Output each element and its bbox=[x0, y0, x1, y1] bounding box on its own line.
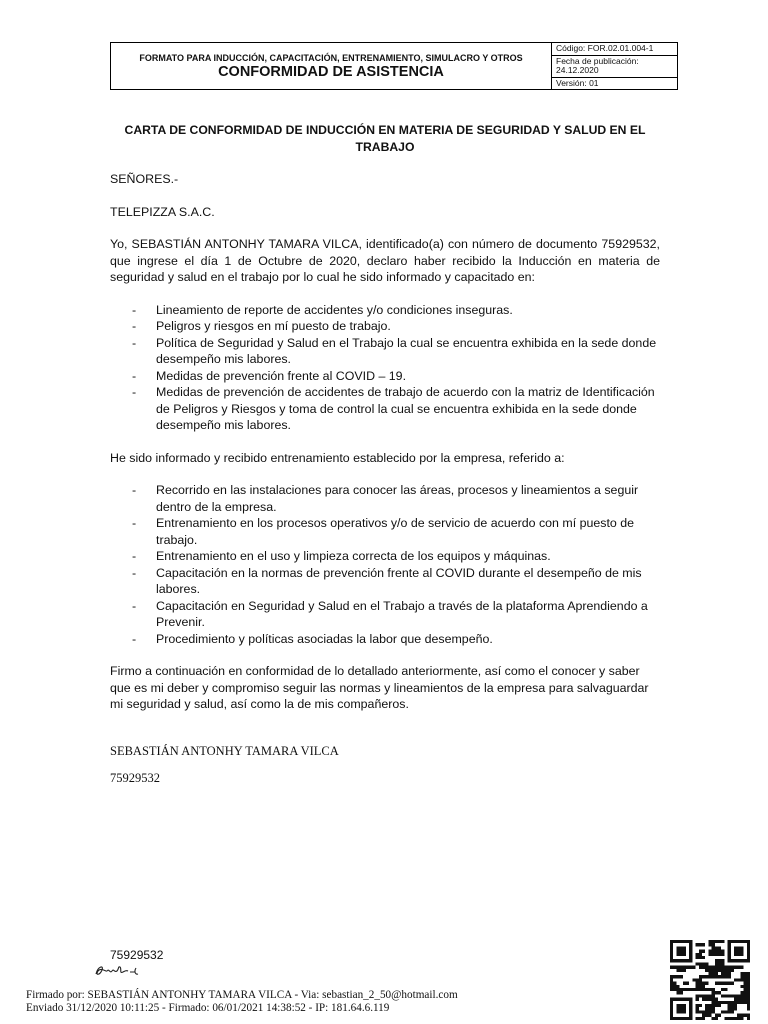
publication-date: Fecha de publicación: 24.12.2020 bbox=[552, 56, 677, 78]
list-item: - Procedimiento y políticas asociadas la labor que desempeño. bbox=[110, 631, 660, 648]
letter-title: CARTA DE CONFORMIDAD DE INDUCCIÓN EN MATERIA DE SEGURIDAD Y SALUD EN EL TRABAJO bbox=[124, 123, 646, 154]
closing-paragraph: Firmo a continuación en conformidad de lo detallado anteriormente, así como el conocer y saber que es mi deber y compromiso seguir las normas y lineamientos de la empresa para salvaguardar mi seguridad y salud, así como la de mis compañeros. bbox=[110, 664, 649, 711]
salutation: SEÑORES.- bbox=[110, 172, 179, 186]
induction-list bbox=[110, 302, 660, 434]
list-item: - Medidas de prevención frente al COVID – 19. bbox=[110, 368, 660, 385]
document-header bbox=[110, 42, 678, 90]
list-item: - Recorrido en las instalaciones para conocer las áreas, procesos y lineamientos a seguir dentro de la empresa. bbox=[110, 482, 660, 515]
list-item: - Lineamiento de reporte de accidentes y/o condiciones inseguras. bbox=[110, 302, 660, 319]
stamp-document-number: 75929532 bbox=[110, 948, 164, 962]
format-line: FORMATO PARA INDUCCIÓN, CAPACITACIÓN, ENTRENAMIENTO, SIMULACRO Y OTROS bbox=[139, 52, 523, 63]
form-title: CONFORMIDAD DE ASISTENCIA bbox=[218, 63, 444, 80]
list-item: - Entrenamiento en los procesos operativos y/o de servicio de acuerdo con mí puesto de trabajo. bbox=[110, 515, 660, 548]
training-list bbox=[110, 482, 660, 647]
sent-signed-line: Enviado 31/12/2020 10:11:25 - Firmado: 06/01/2021 14:38:52 - IP: 181.64.6.119 bbox=[26, 1002, 390, 1014]
qr-code-icon bbox=[670, 940, 750, 1020]
list-item: - Medidas de prevención de accidentes de trabajo de acuerdo con la matriz de Identificación de Peligros y Riesgos y toma de control la cual se encuentra exhibida en la sede donde desempeño mis labores. bbox=[110, 384, 660, 434]
list-item: - Capacitación en la normas de prevención frente al COVID durante el desempeño de mis labores. bbox=[110, 565, 660, 598]
signer-document: 75929532 bbox=[110, 771, 160, 785]
list-item: - Peligros y riesgos en mí puesto de trabajo. bbox=[110, 318, 660, 335]
form-code: Código: FOR.02.01.004-1 bbox=[552, 43, 677, 56]
list-item: - Capacitación en Seguridad y Salud en el Trabajo a través de la plataforma Aprendiendo a Prevenir. bbox=[110, 598, 660, 631]
company-name: TELEPIZZA S.A.C. bbox=[110, 204, 215, 219]
letter-body bbox=[110, 122, 660, 713]
signature-footer bbox=[26, 989, 458, 1015]
training-intro: He sido informado y recibido entrenamiento establecido por la empresa, referido a: bbox=[110, 450, 565, 465]
list-item: - Entrenamiento en el uso y limpieza correcta de los equipos y máquinas. bbox=[110, 548, 660, 565]
header-meta-cell bbox=[552, 43, 677, 89]
form-version: Versión: 01 bbox=[556, 77, 599, 88]
signed-by-line: Firmado por: SEBASTIÁN ANTONHY TAMARA VILCA - Via: sebastian_2_50@hotmail.com bbox=[26, 989, 458, 1001]
list-item: - Política de Seguridad y Salud en el Trabajo la cual se encuentra exhibida en la sede donde desempeño mis labores. bbox=[110, 335, 660, 368]
handwritten-signature bbox=[92, 962, 152, 984]
header-title-cell bbox=[111, 43, 552, 89]
intro-paragraph: Yo, SEBASTIÁN ANTONHY TAMARA VILCA, identificado(a) con número de documento 75929532, que ingrese el día 1 de Octubre de 2020, declaro haber recibido la Inducción en materia de seguridad y salud en el trabajo por lo cual he sido informado y capacitado en: bbox=[110, 237, 660, 284]
signer-name: SEBASTIÁN ANTONHY TAMARA VILCA bbox=[110, 744, 339, 758]
